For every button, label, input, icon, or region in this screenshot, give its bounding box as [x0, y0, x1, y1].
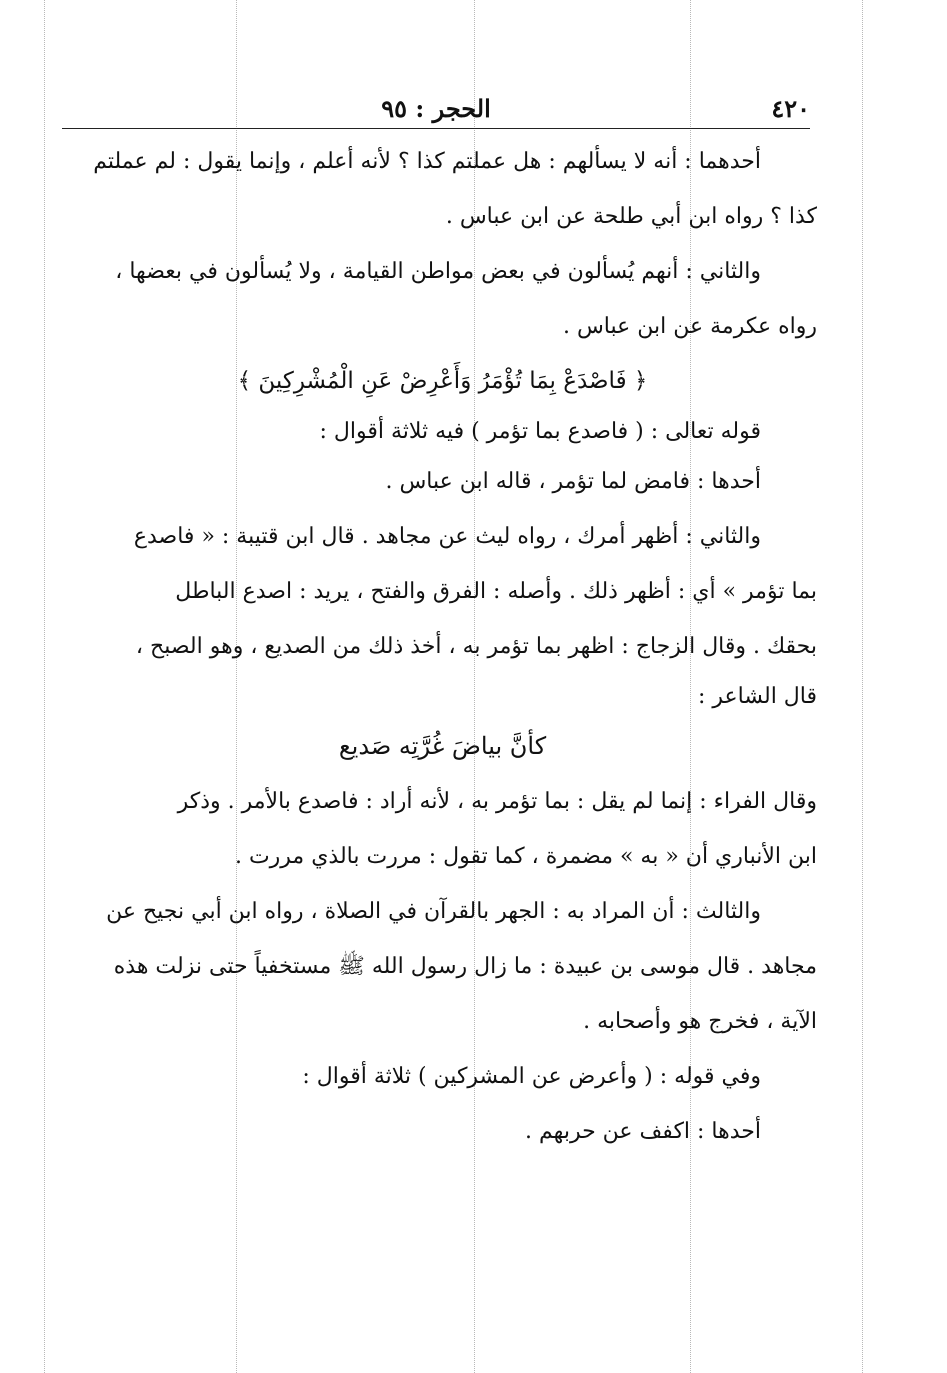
body-line: أحدها : فامض لما تؤمر ، قاله ابن عباس . [385, 469, 761, 494]
page-number: ٤٢٠ [771, 94, 810, 123]
running-title: الحجر : ٩٥ [381, 94, 491, 123]
body-line: والثالث : أن المراد به : الجهر بالقرآن في الصلاة ، رواه ابن أبي نجيح عن [106, 899, 761, 924]
body-line: وفي قوله : ( وأعرض عن المشركين ) ثلاثة أقوال : [302, 1064, 761, 1089]
page-header [62, 84, 810, 129]
body-line: بحقك . وقال الزجاج : اظهر بما تؤمر به ، أخذ ذلك من الصديع ، وهو الصبح ، [135, 634, 817, 659]
body-line: الآية ، فخرج هو وأصحابه . [583, 1009, 817, 1034]
scan-guide-line [44, 0, 45, 1373]
body-line: أحدها : اكفف عن حربهم . [525, 1119, 761, 1144]
body-line: مجاهد . قال موسى بن عبيدة : ما زال رسول الله ﷺ مستخفياً حتى نزلت هذه [113, 954, 817, 979]
body-line: والثاني : أظهر أمرك ، رواه ليث عن مجاهد . قال ابن قتيبة : « فاصدع [133, 524, 761, 549]
body-line: والثاني : أنهم يُسألون في بعض مواطن القيامة ، ولا يُسألون في بعضها ، [115, 259, 761, 284]
poem-verse: كأنَّ بياضَ غُرَّتِه صَديع [338, 732, 547, 760]
body-line: قوله تعالى : ( فاصدع بما تؤمر ) فيه ثلاثة أقوال : [319, 419, 761, 444]
body-line: قال الشاعر : [697, 684, 817, 709]
body-line: ابن الأنباري أن « به » مضمرة ، كما تقول : مررت بالذي مررت . [234, 844, 817, 869]
quran-verse: ﴿ فَاصْدَعْ بِمَا تُؤْمَرُ وَأَعْرِضْ عَنِ الْمُشْرِكِينَ ﴾ [237, 368, 648, 394]
body-line: رواه عكرمة عن ابن عباس . [562, 314, 817, 339]
body-line: بما تؤمر » أي : أظهر ذلك . وأصله : الفرق والفتح ، يريد : اصدع الباطل [175, 579, 817, 604]
body-line: أحدهما : أنه لا يسألهم : هل عملتم كذا ؟ لأنه أعلم ، وإنما يقول : لم عملتم [93, 149, 761, 174]
body-line: كذا ؟ رواه ابن أبي طلحة عن ابن عباس . [445, 204, 817, 229]
page-body [68, 134, 817, 1159]
body-line: وقال الفراء : إنما لم يقل : بما تؤمر به ، لأنه أراد : فاصدع بالأمر . وذكر [177, 789, 817, 814]
scan-guide-line [862, 0, 863, 1373]
